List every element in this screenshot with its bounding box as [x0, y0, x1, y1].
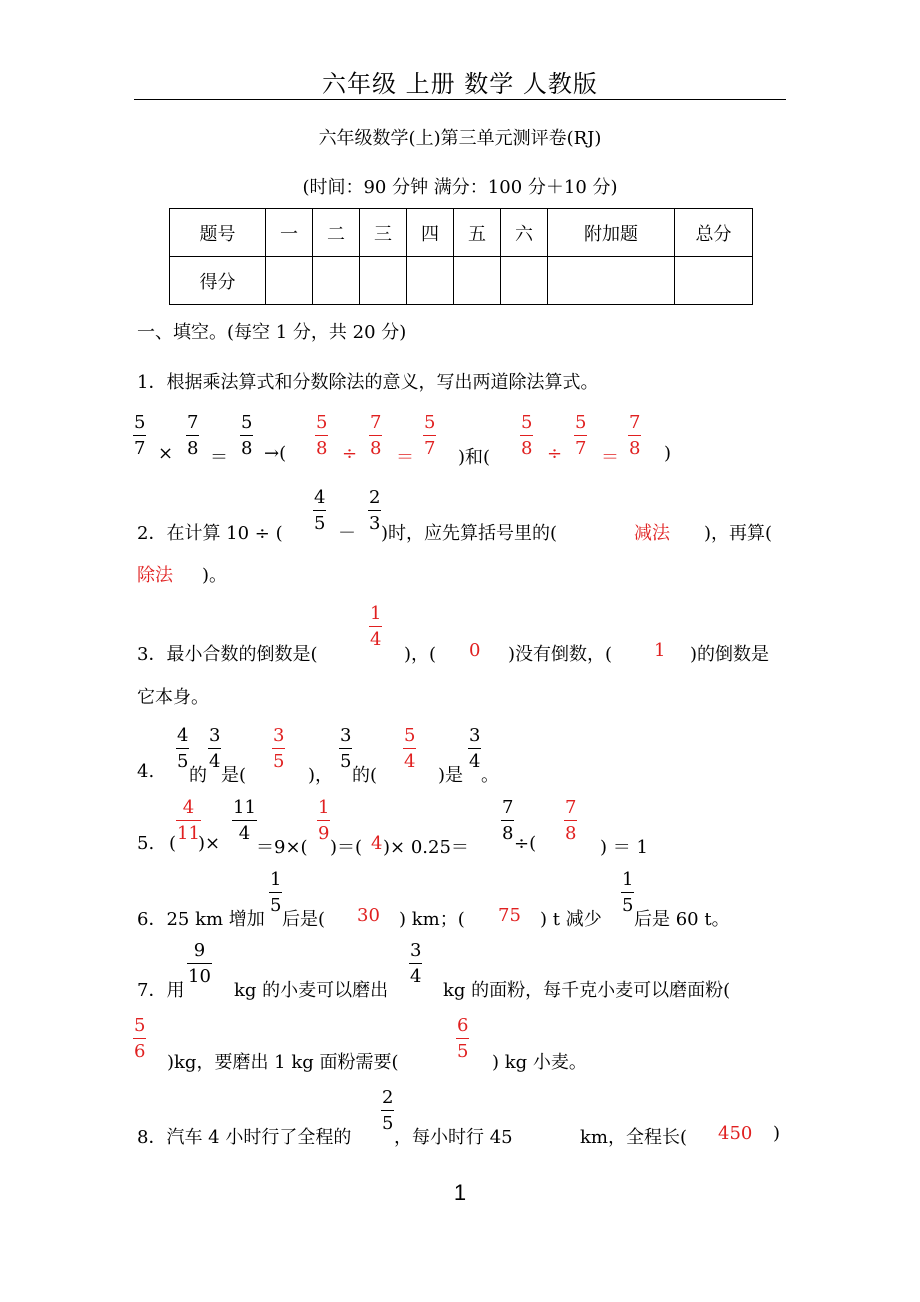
- section-heading: 一、填空。(每空 1 分，共 20 分): [137, 322, 407, 343]
- table-cell: 题号: [170, 209, 266, 257]
- text: 是(: [221, 765, 247, 786]
- text: ): [664, 443, 672, 464]
- score-cell[interactable]: [313, 257, 360, 305]
- operator: ＝: [210, 447, 228, 468]
- answer-fraction: 5 7: [575, 412, 587, 459]
- fraction: 4 5: [314, 487, 326, 534]
- text: 。: [481, 765, 499, 786]
- text: ): [773, 1123, 781, 1144]
- page-number: 1: [453, 1180, 467, 1205]
- text: kg 的面粉，每千克小麦可以磨面粉(: [443, 980, 731, 1001]
- score-cell[interactable]: [266, 257, 313, 305]
- score-cell[interactable]: [454, 257, 501, 305]
- answer-fraction: 1 9: [318, 797, 330, 844]
- table-cell: 六: [501, 209, 548, 257]
- answer-fraction: 1 4: [370, 603, 382, 650]
- text: ) ＝ 1: [600, 837, 648, 858]
- text: )＝(: [330, 837, 363, 858]
- text: ) kg 小麦。: [492, 1052, 587, 1073]
- answer-fraction: 4 11: [177, 797, 200, 844]
- text: )的倒数是: [690, 644, 770, 665]
- score-table-score-row: [170, 257, 753, 305]
- text: )×: [198, 833, 221, 854]
- table-cell: 二: [313, 209, 360, 257]
- score-table: [169, 208, 753, 305]
- question-3-text: 3．最小合数的倒数是(: [137, 644, 318, 665]
- score-table-header-row: [170, 209, 753, 257]
- question-8-text: 8．汽车 4 小时行了全程的: [137, 1127, 352, 1148]
- fraction: 3 4: [209, 725, 221, 772]
- answer-fraction: 7 8: [370, 412, 382, 459]
- header-rule: [134, 99, 786, 100]
- question-6-text: 6．25 km 增加: [137, 909, 265, 930]
- table-cell: 总分: [675, 209, 753, 257]
- answer: 减法: [634, 523, 670, 544]
- text: )kg，要磨出 1 kg 面粉需要(: [167, 1052, 399, 1073]
- score-cell[interactable]: [548, 257, 675, 305]
- score-cell[interactable]: [360, 257, 407, 305]
- fraction: 1 5: [622, 869, 634, 916]
- answer: 除法: [137, 565, 173, 586]
- fraction: 9 10: [188, 940, 211, 987]
- text: 它本身。: [137, 687, 209, 708]
- text: kg 的小麦可以磨出: [234, 980, 389, 1001]
- answer: 75: [498, 905, 521, 926]
- answer-fraction: 5 8: [316, 412, 328, 459]
- text: ＝9×(: [256, 837, 308, 858]
- question-4-number: 4.: [137, 761, 155, 782]
- fraction: 1 5: [270, 869, 282, 916]
- answer-operator: ＝: [601, 447, 619, 468]
- document-header: 六年级 上册 数学 人教版: [322, 70, 598, 98]
- table-cell: 附加题: [548, 209, 675, 257]
- fraction: 7 8: [187, 412, 199, 459]
- text: ，每小时行 45: [394, 1127, 513, 1148]
- fraction: 5 7: [134, 412, 146, 459]
- text: )时，应先算括号里的(: [381, 523, 558, 544]
- table-cell: 四: [407, 209, 454, 257]
- text: ÷(: [514, 833, 537, 854]
- text: )是: [438, 765, 464, 786]
- answer-fraction: 5 8: [521, 412, 533, 459]
- answer-operator: ÷: [342, 443, 358, 464]
- answer: 0: [469, 640, 481, 661]
- fraction: 3 4: [410, 940, 422, 987]
- fraction: 7 8: [502, 797, 514, 844]
- answer: 30: [357, 905, 380, 926]
- text: )，(: [404, 644, 437, 665]
- fraction: 2 3: [369, 487, 381, 534]
- text: km，全程长(: [580, 1127, 687, 1148]
- fraction: 11 4: [233, 797, 256, 844]
- text: )和(: [458, 447, 491, 468]
- score-cell[interactable]: [407, 257, 454, 305]
- text: )× 0.25＝: [383, 837, 469, 858]
- answer-fraction: 5 7: [424, 412, 436, 459]
- question-7-text: 7．用: [137, 980, 185, 1001]
- fraction: 3 4: [469, 725, 481, 772]
- question-5-number: 5.: [137, 833, 155, 854]
- exam-title: 六年级数学(上)第三单元测评卷(RJ): [318, 128, 602, 149]
- question-2-text: 2．在计算 10 ÷ (: [137, 523, 283, 544]
- question-1-text: 1．根据乘法算式和分数除法的意义，写出两道除法算式。: [137, 372, 599, 393]
- arrow-paren: →(: [264, 443, 287, 464]
- fraction: 2 5: [382, 1087, 394, 1134]
- fraction: 5 8: [241, 412, 253, 459]
- text: 后是(: [282, 909, 326, 930]
- text: )没有倒数，(: [508, 644, 613, 665]
- table-cell: 五: [454, 209, 501, 257]
- text: ) t 减少: [540, 909, 602, 930]
- table-cell: 一: [266, 209, 313, 257]
- table-cell: 三: [360, 209, 407, 257]
- answer: 4: [371, 833, 383, 854]
- operator: ×: [158, 443, 174, 464]
- answer-operator: ÷: [547, 443, 563, 464]
- answer-fraction: 7 8: [629, 412, 641, 459]
- answer: 1: [654, 640, 666, 661]
- text: (: [169, 833, 177, 854]
- answer-operator: ＝: [396, 447, 414, 468]
- table-cell: 得分: [170, 257, 266, 305]
- text: ) km；(: [399, 909, 465, 930]
- operator: －: [338, 523, 356, 544]
- text: )。: [202, 565, 228, 586]
- answer-fraction: 6 5: [457, 1015, 469, 1062]
- text: 后是 60 t。: [634, 909, 730, 930]
- score-cell[interactable]: [675, 257, 753, 305]
- answer-fraction: 5 6: [134, 1015, 146, 1062]
- score-cell[interactable]: [501, 257, 548, 305]
- text: )，: [308, 765, 334, 786]
- fraction: 3 5: [340, 725, 352, 772]
- answer-fraction: 3 5: [273, 725, 285, 772]
- text: 的(: [352, 765, 378, 786]
- answer-fraction: 7 8: [565, 797, 577, 844]
- answer-fraction: 5 4: [404, 725, 416, 772]
- answer: 450: [718, 1123, 753, 1144]
- text: )，再算(: [704, 523, 773, 544]
- fraction: 4 5: [177, 725, 189, 772]
- exam-subtitle: (时间：90 分钟 满分：100 分＋10 分): [302, 177, 618, 198]
- text: 的: [189, 765, 207, 786]
